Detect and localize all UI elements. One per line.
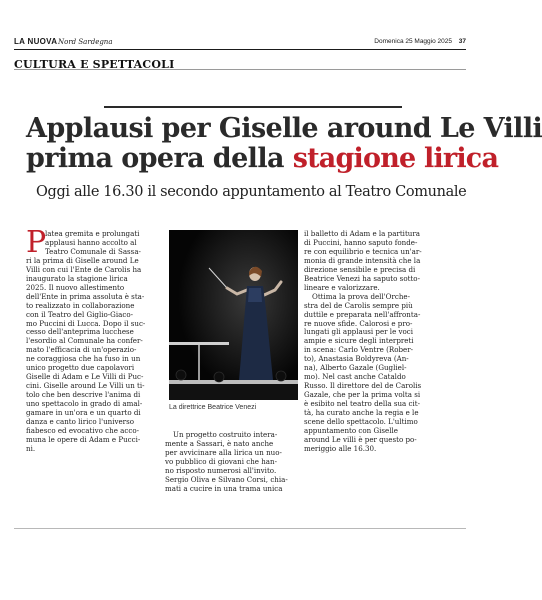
- text-line: mati a cucire in una trama unica: [165, 483, 283, 493]
- text-line: re con equilibrio e tecnica un'ar-: [304, 246, 422, 256]
- headline-accent: stagione lirica: [292, 143, 499, 174]
- article-column-1: [26, 225, 166, 454]
- headline-line-2-plain: prima opera della: [26, 143, 293, 174]
- text-line: stra del de Carolis sempre più: [304, 300, 413, 310]
- page-number: 37: [458, 38, 466, 45]
- text-line: Un progetto costruito intera-: [173, 430, 278, 439]
- text-line: to), Anastasia Boldyreva (An-: [304, 354, 409, 364]
- text-line: around Le villi è per questo po-: [304, 434, 417, 444]
- text-line: Teatro Comunale di Sassa-: [45, 246, 141, 256]
- text-line: uno spettacolo in grado di amal-: [26, 399, 143, 409]
- masthead: [14, 36, 466, 50]
- page-bottom-rule: [14, 528, 466, 529]
- text-line: lineare e valorizzare.: [304, 282, 380, 292]
- text-line: tà, ha curato anche la regia e le: [304, 408, 419, 418]
- text-line: lungati gli applausi per le voci: [304, 327, 414, 337]
- text-line: direzione sensibile e precisa di: [304, 264, 416, 274]
- section-title: CULTURA E SPETTACOLI: [14, 58, 175, 71]
- text-line: 2025. Il nuovo allestimento: [26, 282, 125, 292]
- article-column-3: [304, 230, 460, 454]
- text-line: ne coraggiosa che ha fuso in un: [26, 354, 141, 364]
- article-column-2: [165, 431, 303, 494]
- text-line: di Puccini, hanno saputo fonde-: [304, 237, 418, 247]
- text-line: danza e canto lirico l'universo: [26, 417, 134, 427]
- text-line: monia di grande intensità che la: [304, 255, 421, 265]
- text-line: per avvicinare alla lirica un nuo-: [165, 447, 282, 457]
- headline: [26, 113, 542, 174]
- text-line: appuntamento con Giselle: [304, 425, 398, 435]
- text-line: Ottima la prova dell'Orche-: [312, 291, 411, 301]
- text-line: vo pubblico di giovani che han-: [165, 456, 277, 466]
- text-line: meriggio alle 16.30.: [304, 443, 377, 453]
- text-line: il balletto di Adam e la partitura: [304, 229, 420, 238]
- text-line: Sergio Oliva e Silvano Corsi, chia-: [165, 474, 288, 484]
- drop-cap: P: [26, 225, 47, 260]
- text-line: no risposto numerosi all'invito.: [165, 465, 277, 475]
- text-line: Gazale, che per la prima volta si: [304, 390, 421, 400]
- text-line: mato l'efficacia di un'operazio-: [26, 345, 137, 355]
- text-line: Russo. Il direttore del de Carolis: [304, 381, 422, 391]
- text-line: ni.: [26, 443, 36, 453]
- text-line: re nuove sfide. Calorosi e pro-: [304, 318, 413, 328]
- text-line: ampie e sicure degli interpreti: [304, 336, 414, 346]
- edition-name: Nord Sardegna: [58, 37, 113, 46]
- conductor-photo: [169, 230, 298, 400]
- text-line: applausi hanno accolto al: [45, 237, 137, 247]
- text-line: fiabesco ed evocativo che acco-: [26, 425, 140, 435]
- text-line: è esibito nel teatro della sua cit-: [304, 399, 421, 409]
- headline-line-2: [26, 143, 499, 174]
- text-line: tolo che ben descrive l'anima di: [26, 390, 141, 400]
- text-line: in scena: Carlo Ventre (Rober-: [304, 345, 414, 355]
- text-line: Giselle di Adam e Le Villi di Puc-: [26, 372, 144, 382]
- text-line: gamare in un'ora e un quarto di: [26, 408, 141, 418]
- issue-date: Domenica 25 Maggio 2025: [374, 38, 452, 45]
- text-line: unico progetto due capolavori: [26, 363, 135, 373]
- text-line: mo). Nel cast anche Cataldo: [304, 372, 406, 382]
- text-line: mente a Sassari, è nato anche: [165, 438, 274, 448]
- text-line: ri la prima di Giselle around Le: [26, 255, 139, 265]
- text-line: Beatrice Venezi ha saputo sotto-: [304, 273, 420, 283]
- text-line: duttile e preparata nell'affronta-: [304, 309, 421, 319]
- conductor-illustration: [169, 230, 298, 400]
- text-line: con il Teatro del Giglio-Giaco-: [26, 309, 133, 319]
- text-line: scene dello spettacolo. L'ultimo: [304, 417, 418, 427]
- text-line: cesso dell'anteprima lucchese: [26, 327, 134, 337]
- text-line: cini. Giselle around Le Villi un ti-: [26, 381, 145, 391]
- newspaper-logo: LA NUOVA: [14, 37, 58, 46]
- text-line: l'esordio al Comunale ha confer-: [26, 336, 143, 346]
- section-header: [14, 53, 466, 70]
- text-line: na), Alberto Gazale (Gugliel-: [304, 363, 407, 373]
- photo-caption: La direttrice Beatrice Venezi: [169, 404, 257, 411]
- text-line: mo Puccini di Lucca. Dopo il suc-: [26, 318, 146, 328]
- headline-line-1: Applausi per Giselle around Le Villi: [26, 113, 542, 144]
- text-line: Villi con cui l'Ente de Carolis ha: [26, 264, 142, 274]
- text-line: latea gremita e prolungati: [45, 229, 140, 238]
- text-line: inaugurato la stagione lirica: [26, 273, 128, 283]
- text-line: to realizzato in collaborazione: [26, 300, 135, 310]
- subheadline: Oggi alle 16.30 il secondo appuntamento al Teatro Comunale: [36, 184, 467, 200]
- text-line: muna le opere di Adam e Pucci-: [26, 434, 141, 444]
- text-line: dell'Ente in prima assoluta è sta-: [26, 291, 145, 301]
- headline-rule: [104, 106, 402, 108]
